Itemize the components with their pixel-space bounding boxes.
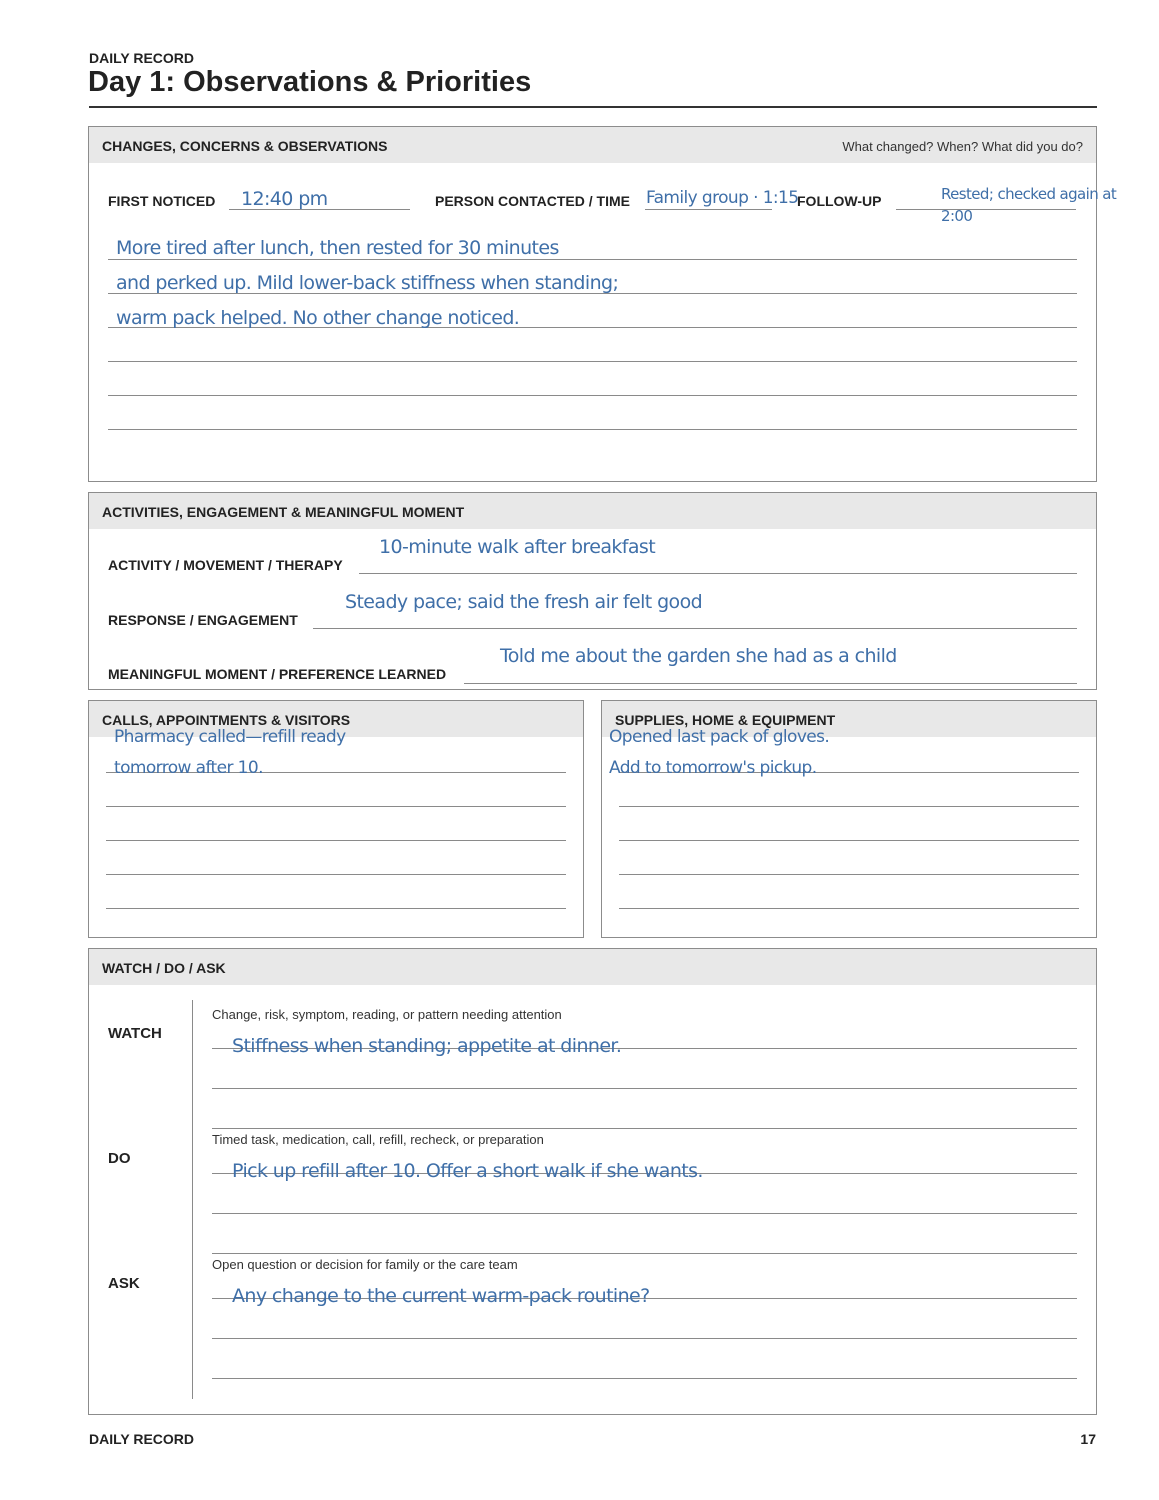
watch-value[interactable]: Stiffness when standing; appetite at dinner.: [232, 1035, 622, 1057]
watch-line: [212, 1088, 1077, 1089]
calls-line: [106, 874, 566, 875]
watch-hint: Change, risk, symptom, reading, or pattern needing attention: [212, 1007, 562, 1022]
notes-line: [108, 361, 1077, 362]
moment-line: [464, 683, 1077, 684]
supplies-note[interactable]: Opened last pack of gloves.: [609, 727, 830, 747]
activity-value[interactable]: 10-minute walk after breakfast: [379, 536, 656, 558]
person-contacted-label: PERSON CONTACTED / TIME: [435, 193, 630, 209]
calls-note[interactable]: tomorrow after 10.: [114, 758, 263, 778]
moment-label: MEANINGFUL MOMENT / PREFERENCE LEARNED: [108, 666, 447, 682]
ask-line: [212, 1338, 1077, 1339]
section-title: WATCH / DO / ASK: [102, 960, 226, 976]
follow-up-value-line-1[interactable]: Rested; checked again at: [941, 185, 1117, 203]
ask-hint: Open question or decision for family or the care team: [212, 1257, 518, 1272]
calls-note[interactable]: Pharmacy called—refill ready: [114, 727, 346, 747]
section-title: CALLS, APPOINTMENTS & VISITORS: [102, 712, 351, 728]
response-label: RESPONSE / ENGAGEMENT: [108, 612, 298, 628]
section-prompt: What changed? When? What did you do?: [842, 139, 1083, 154]
moment-value[interactable]: Told me about the garden she had as a child: [500, 645, 897, 667]
first-noticed-value[interactable]: 12:40 pm: [241, 188, 328, 210]
supplies-line: [619, 908, 1079, 909]
observation-note[interactable]: and perked up. Mild lower-back stiffness when standing;: [116, 272, 619, 294]
activity-label: ACTIVITY / MOVEMENT / THERAPY: [108, 557, 343, 573]
follow-up-value-line-2[interactable]: 2:00: [941, 207, 973, 225]
supplies-note[interactable]: Add to tomorrow's pickup.: [609, 758, 817, 778]
do-value[interactable]: Pick up refill after 10. Offer a short walk if she wants.: [232, 1160, 703, 1182]
follow-up-line: [896, 209, 1076, 210]
response-value[interactable]: Steady pace; said the fresh air felt good: [345, 591, 703, 613]
calls-line: [106, 908, 566, 909]
supplies-line: [619, 806, 1079, 807]
notes-line: [108, 429, 1077, 430]
do-line: [212, 1213, 1077, 1214]
response-line: [313, 628, 1077, 629]
section-title: CHANGES, CONCERNS & OBSERVATIONS: [102, 138, 388, 154]
section-header-bar: [89, 949, 1096, 985]
observation-note[interactable]: warm pack helped. No other change noticed.: [116, 307, 520, 329]
supplies-line: [619, 874, 1079, 875]
do-line: [212, 1253, 1077, 1254]
do-hint: Timed task, medication, call, refill, recheck, or preparation: [212, 1132, 544, 1147]
do-label: DO: [108, 1150, 131, 1167]
wda-divider: [192, 1000, 193, 1399]
calls-line: [106, 806, 566, 807]
notes-line: [108, 395, 1077, 396]
title-rule: [89, 106, 1097, 108]
section-title: SUPPLIES, HOME & EQUIPMENT: [615, 712, 836, 728]
person-contacted-line: [645, 209, 772, 210]
ask-label: ASK: [108, 1275, 140, 1292]
person-contacted-value[interactable]: Family group · 1:15: [646, 188, 799, 208]
watch-label: WATCH: [108, 1025, 162, 1042]
notes-line: [108, 259, 1077, 260]
watch-line: [212, 1128, 1077, 1129]
calls-line: [106, 840, 566, 841]
supplies-line: [619, 840, 1079, 841]
observation-note[interactable]: More tired after lunch, then rested for 30 minutes: [116, 237, 559, 259]
page-number: 17: [1080, 1431, 1096, 1447]
section-title: ACTIVITIES, ENGAGEMENT & MEANINGFUL MOMENT: [102, 504, 465, 520]
first-noticed-label: FIRST NOTICED: [108, 193, 216, 209]
ask-line: [212, 1378, 1077, 1379]
header-eyebrow: DAILY RECORD: [89, 50, 195, 66]
follow-up-label: FOLLOW-UP: [797, 193, 882, 209]
page-title: Day 1: Observations & Priorities: [88, 66, 532, 98]
ask-value[interactable]: Any change to the current warm-pack routine?: [232, 1285, 650, 1307]
footer-label: DAILY RECORD: [89, 1431, 195, 1447]
activity-line: [359, 573, 1077, 574]
